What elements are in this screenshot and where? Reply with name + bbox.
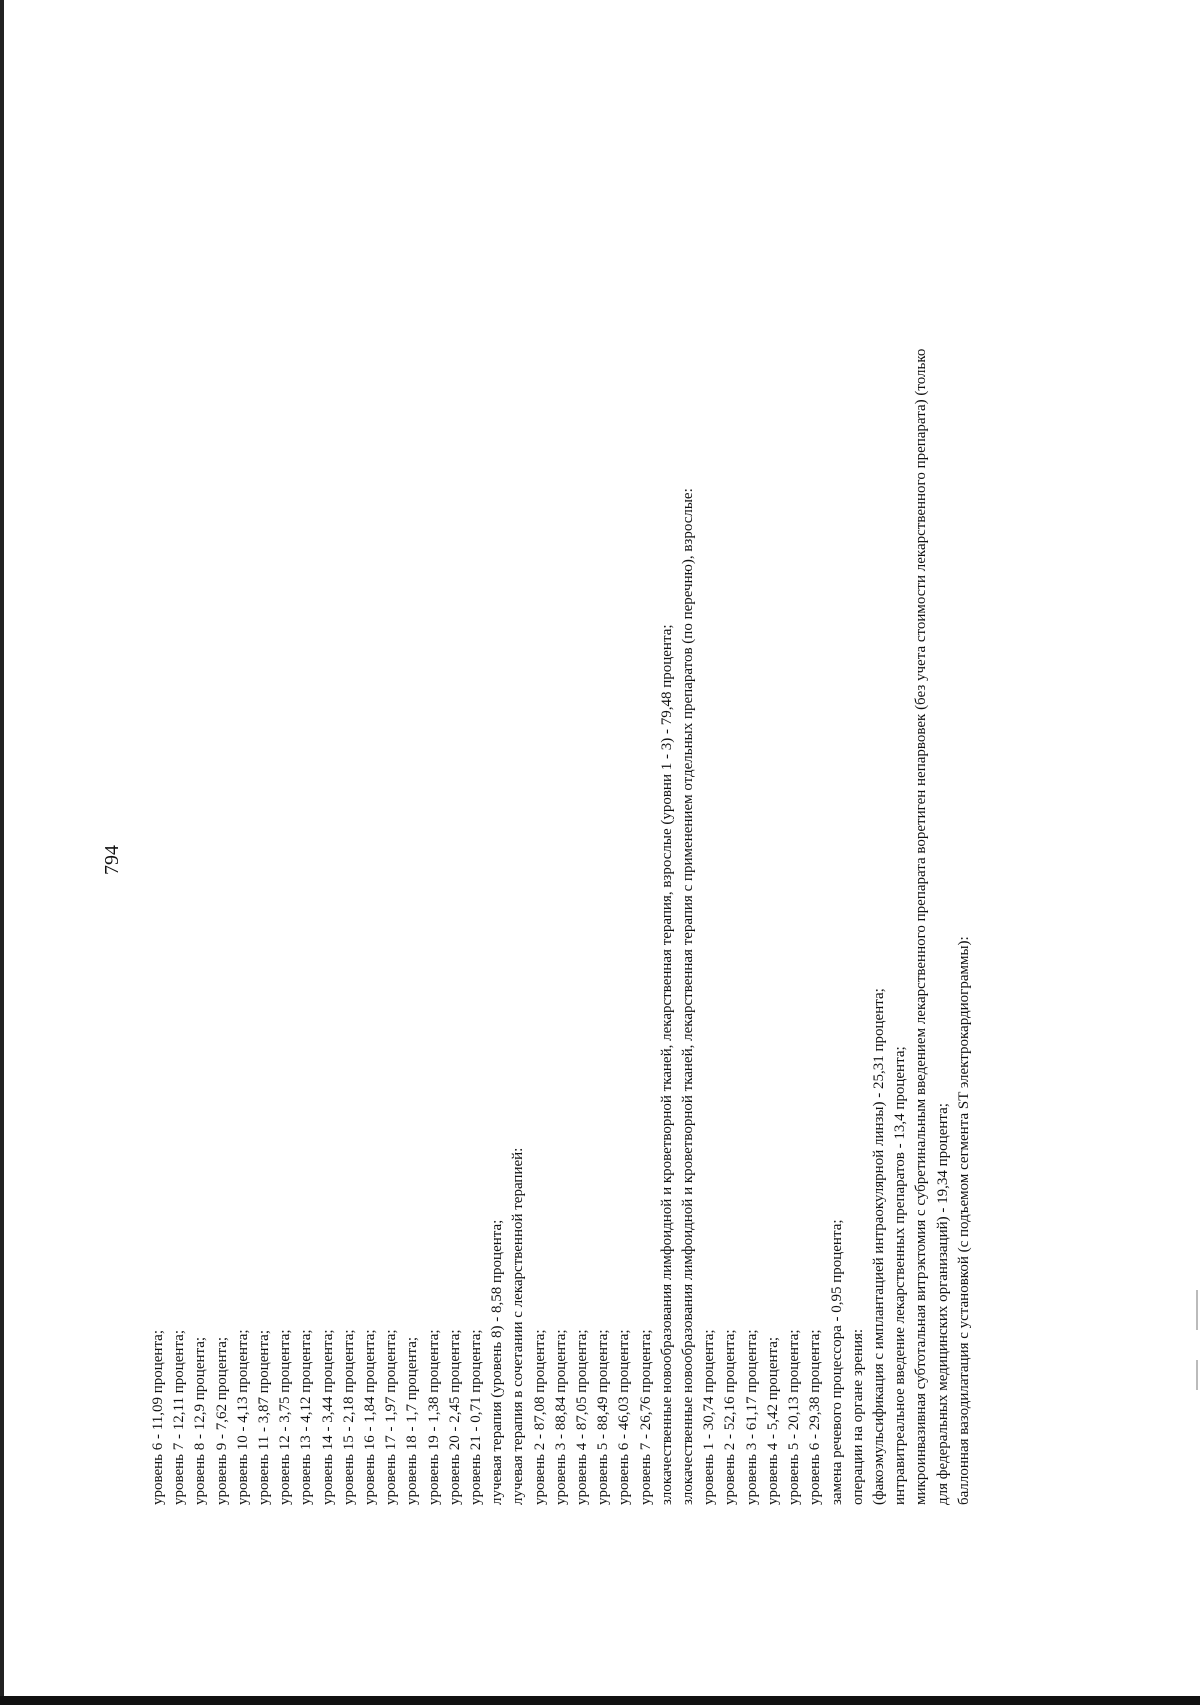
text-line: уровень 14 - 3,44 процента;	[319, 1329, 336, 1505]
text-line: уровень 21 - 0,71 процента;	[468, 1329, 485, 1505]
text-line: уровень 2 - 52,16 процента;	[722, 1329, 739, 1505]
text-line: уровень 11 - 3,87 процента;	[256, 1329, 273, 1505]
text-line: уровень 16 - 1,84 процента;	[362, 1329, 379, 1505]
text-line: уровень 6 - 11,09 процента;	[150, 1329, 166, 1505]
text-line: уровень 6 - 29,38 процента;	[807, 1329, 824, 1505]
text-line: уровень 12 - 3,75 процента;	[277, 1329, 294, 1505]
text-line: уровень 4 - 87,05 процента;	[574, 1329, 591, 1505]
text-line: уровень 3 - 88,84 процента;	[552, 1329, 569, 1505]
text-line: (факоэмульсификация с имплантацией интраокулярной линзы) - 25,31 процента;	[870, 988, 887, 1505]
text-line: уровень 15 - 2,18 процента;	[340, 1329, 357, 1505]
text-line: уровень 8 - 12,9 процента;	[192, 1336, 209, 1505]
text-line: лучевая терапия в сочетании с лекарственной терапией:	[510, 1147, 527, 1505]
text-line: уровень 9 - 7,62 процента;	[213, 1336, 230, 1505]
text-line: микроинвазивная субтотальная витрэктомия с субретинальным введением лекарственного препарата воретиген непарвовек (без учета стоимости лекарственного препарата) (только	[913, 348, 930, 1505]
text-line: уровень 6 - 46,03 процента;	[616, 1329, 633, 1505]
text-line: интравитреальное введение лекарственных препаратов - 13,4 процента;	[892, 1046, 909, 1505]
text-line: уровень 18 - 1,7 процента;	[404, 1336, 421, 1505]
text-line: уровень 20 - 2,45 процента;	[446, 1329, 463, 1505]
text-line: уровень 7 - 26,76 процента;	[637, 1329, 654, 1505]
page-number: 794	[101, 845, 123, 875]
text-line: уровень 2 - 87,08 процента;	[531, 1329, 548, 1505]
text-line: уровень 10 - 4,13 процента;	[234, 1329, 251, 1505]
document-text	[148, 25, 975, 1505]
text-line: уровень 7 - 12,11 процента;	[171, 1329, 188, 1505]
text-line: уровень 3 - 61,17 процента;	[743, 1329, 760, 1505]
text-line: операции на органе зрения:	[849, 1328, 866, 1505]
text-line: злокачественные новообразования лимфоидной и кроветворной тканей, лекарственная терапия, взрослые (уровни 1 - 3) - 79,48 процента;	[658, 624, 675, 1505]
text-line: уровень 4 - 5,42 процента;	[764, 1336, 781, 1505]
text-line: уровень 1 - 30,74 процента;	[701, 1329, 718, 1505]
text-line: уровень 17 - 1,97 процента;	[383, 1329, 400, 1505]
text-line: злокачественные новообразования лимфоидной и кроветворной тканей, лекарственная терапия с применением отдельных препаратов (по перечню), взрослые:	[680, 488, 697, 1505]
text-line: уровень 13 - 4,12 процента;	[298, 1329, 315, 1505]
text-line: уровень 5 - 20,13 процента;	[786, 1329, 803, 1505]
text-line: замена речевого процессора - 0,95 процента;	[828, 1219, 845, 1505]
text-line: лучевая терапия (уровень 8) - 8,58 процента;	[489, 1219, 506, 1505]
text-line: уровень 5 - 88,49 процента;	[595, 1329, 612, 1505]
text-line: уровень 19 - 1,38 процента;	[425, 1329, 442, 1505]
text-line: для федеральных медицинских организаций) - 19,34 процента;	[934, 1103, 951, 1505]
text-line: баллонная вазодилатация с установкой (с подъемом сегмента ST электрокардиограммы):	[955, 936, 972, 1505]
